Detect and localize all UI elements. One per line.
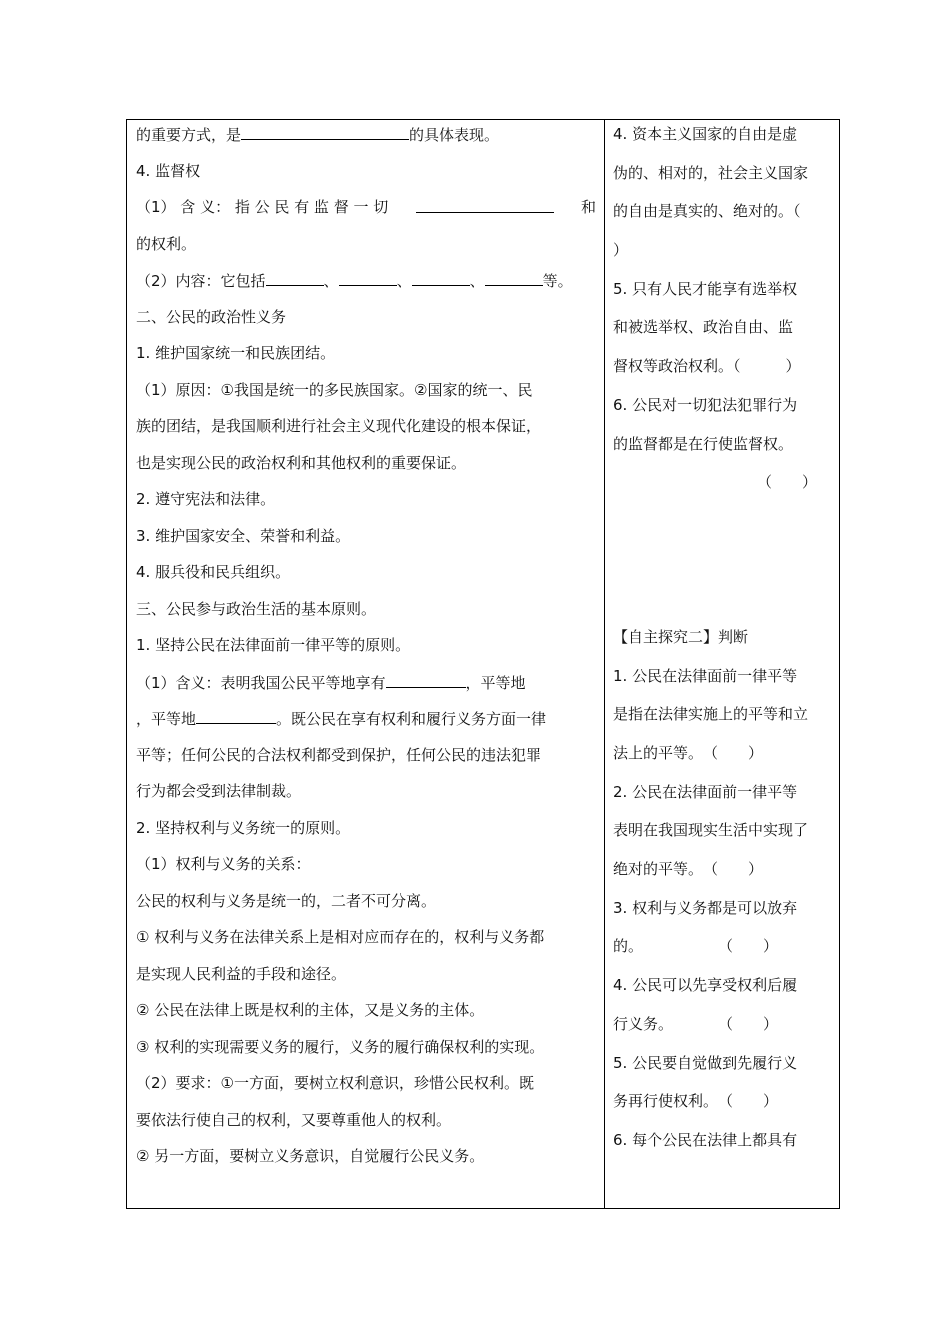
text: （1） 含 义： 指 公 民 有 监 督 一 切	[136, 198, 389, 216]
text-line: （1）权利与义务的关系：	[136, 855, 311, 873]
text-line	[136, 197, 596, 234]
text: 的重要方式，是	[136, 126, 242, 144]
question-line: 2. 公民在法律面前一律平等	[613, 782, 798, 801]
section-heading: 三、公民参与政治生活的基本原则。	[136, 599, 377, 618]
text-line: 行为都会受到法律制裁。	[136, 782, 302, 800]
text-line: （2）要求：①一方面，要树立权利意识，珍惜公民权利。既	[136, 1074, 534, 1092]
question-line: 4. 公民可以先享受权利后履	[613, 976, 798, 995]
question-line: 5. 公民要自觉做到先履行义	[613, 1053, 798, 1072]
text-line: 4. 服兵役和民兵组织。	[136, 563, 291, 581]
fill-blank[interactable]	[339, 270, 397, 286]
text-line: ① 权利与义务在法律关系上是相对应而存在的，权利与义务都	[136, 928, 545, 946]
text-line: 1. 坚持公民在法律面前一律平等的原则。	[136, 636, 411, 654]
text: 的具体表现。	[409, 126, 500, 144]
question-line: 是指在法律实施上的平等和立	[613, 705, 809, 724]
question-line: 的。 （ ）	[613, 937, 779, 956]
heading-supervision-right: 4. 监督权	[136, 161, 201, 180]
text-line: ② 公民在法律上既是权利的主体，又是义务的主体。	[136, 1001, 485, 1019]
text: （2）内容：它包括	[136, 272, 266, 290]
text-line: 2. 遵守宪法和法律。	[136, 490, 276, 508]
text-line: 1. 维护国家统一和民族团结。	[136, 344, 336, 362]
text-line	[136, 270, 596, 307]
text-line: ③ 权利的实现需要义务的履行，义务的履行确保权利的实现。	[136, 1037, 545, 1056]
section-heading: 二、公民的政治性义务	[136, 307, 287, 326]
text: 、	[469, 272, 485, 290]
text-line	[136, 124, 596, 161]
text: 。既公民在享有权利和履行义务方面一律	[276, 710, 547, 728]
text-line: （1）原因：①我国是统一的多民族国家。②国家的统一、民	[136, 380, 533, 399]
text-line: 要依法行使自己的权利，又要尊重他人的权利。	[136, 1110, 452, 1129]
question-line: 6. 公民对一切犯法犯罪行为	[613, 395, 798, 414]
question-line: 行义务。 （ ）	[613, 1014, 779, 1033]
text-line: 公民的权利与义务是统一的，二者不可分离。	[136, 891, 437, 910]
answer-bracket[interactable]: ）	[613, 241, 629, 260]
spacer	[613, 550, 833, 589]
spacer	[613, 511, 833, 550]
text-line: 族的团结，是我国顺利进行社会主义现代化建设的根本保证，	[136, 417, 542, 435]
text-line: 平等；任何公民的合法权利都受到保护，任何公民的违法犯罪	[136, 745, 542, 764]
question-line: 的自由是真实的、绝对的。（	[613, 202, 801, 221]
text: 和	[580, 198, 596, 216]
text-line: 3. 维护国家安全、荣誉和利益。	[136, 526, 351, 545]
fill-blank[interactable]	[412, 270, 470, 286]
question-line: 绝对的平等。 （ ）	[613, 860, 764, 879]
column-divider	[604, 119, 605, 1209]
text: 等。	[542, 272, 573, 290]
text-line	[136, 708, 596, 745]
question-line: 5. 只有人民才能享有选举权	[613, 279, 798, 298]
question-line: 4. 资本主义国家的自由是虚	[613, 125, 798, 143]
fill-blank[interactable]	[196, 708, 276, 724]
fill-blank[interactable]	[386, 672, 466, 688]
fill-blank[interactable]	[241, 124, 409, 140]
fill-blank[interactable]	[266, 270, 324, 286]
question-line: 和被选举权、政治自由、监	[613, 318, 794, 337]
question-line: 1. 公民在法律面前一律平等	[613, 666, 798, 685]
text-line: 也是实现公民的政治权利和其他权利的重要保证。	[136, 453, 467, 472]
text-line	[136, 672, 596, 709]
text: ，平等地	[136, 710, 197, 728]
fill-blank[interactable]	[485, 270, 543, 286]
question-line: 3. 权利与义务都是可以放弃	[613, 898, 798, 917]
question-line: 的监督都是在行使监督权。	[613, 434, 794, 453]
fill-blank[interactable]	[416, 197, 554, 213]
text: ，平等地	[465, 673, 526, 692]
question-line: 督权等政治权利。（ ）	[613, 357, 801, 376]
text-line: 的权利。	[136, 234, 197, 253]
question-line: 表明在我国现实生活中实现了	[613, 821, 809, 840]
question-line: 法上的平等。 （ ）	[613, 744, 764, 762]
exercise-column	[613, 124, 833, 1169]
text: （1）含义：表明我国公民平等地享有	[136, 673, 386, 692]
text: 、	[396, 272, 412, 290]
text-line: 是实现人民利益的手段和途径。	[136, 964, 347, 983]
text: 、	[323, 272, 339, 290]
question-line: 伪的、相对的，社会主义国家	[613, 163, 809, 182]
question-line: 6. 每个公民在法律上都具有	[613, 1130, 798, 1149]
notes-column	[136, 124, 596, 1183]
question-line: 务再行使权利。 （ ）	[613, 1092, 779, 1111]
section-heading-inquiry-two: 【自主探究二】判断	[613, 627, 749, 646]
spacer	[613, 588, 833, 627]
answer-bracket[interactable]: （ ）	[756, 473, 817, 492]
text-line: 2. 坚持权利与义务统一的原则。	[136, 818, 351, 837]
text-line: ② 另一方面，要树立义务意识，自觉履行公民义务。	[136, 1147, 485, 1165]
